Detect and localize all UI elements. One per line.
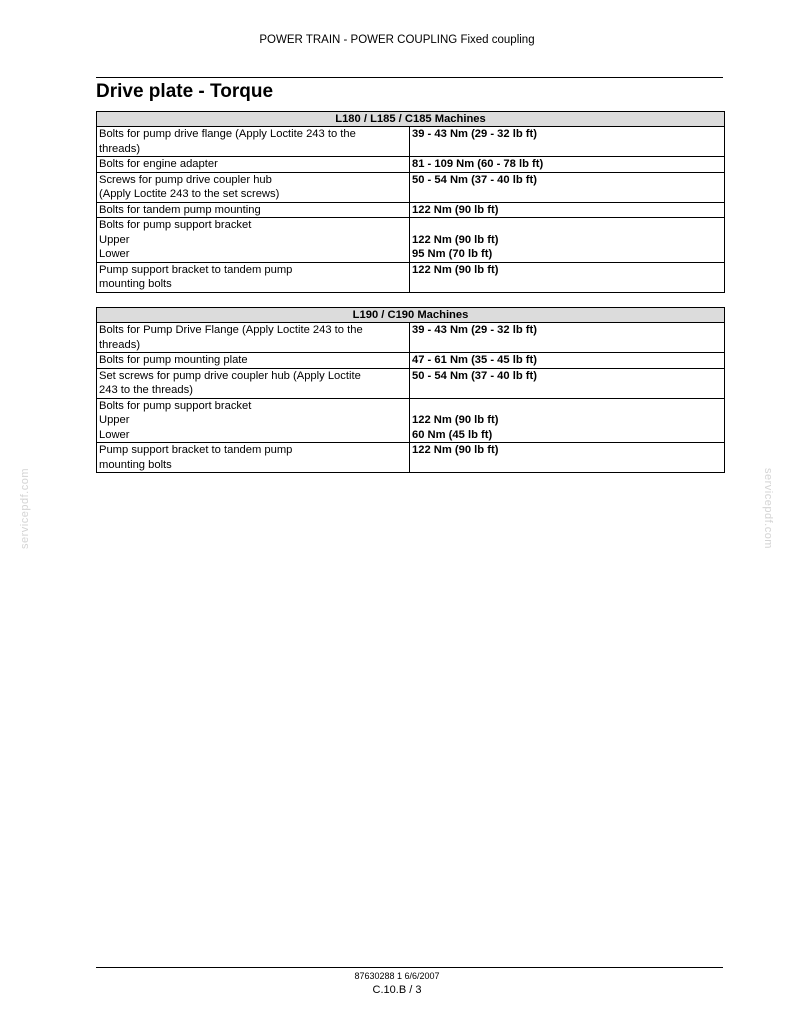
torque-table-l190-c190 [96,307,725,473]
component-text: threads) [99,142,141,155]
table-row [97,368,725,398]
component-text: 243 to the threads) [99,384,193,396]
component-text: Bolts for tandem pump mounting [99,203,261,216]
torque-value-cell [410,202,725,218]
table-row [97,172,725,202]
torque-value-cell [410,398,725,443]
watermark-right: servicepdf.com [762,468,774,549]
component-text: Lower [99,428,130,441]
component-cell [97,443,410,473]
table-row [97,353,725,369]
torque-value: 47 - 61 Nm (35 - 45 lb ft) [412,354,537,366]
table-heading: L180 / L185 / C185 Machines [97,112,725,127]
table-row [97,157,725,173]
component-cell [97,157,410,173]
header-rule [96,77,723,78]
table-row [97,218,725,263]
torque-value-cell [410,157,725,173]
torque-value: 122 Nm (90 lb ft) [412,444,499,456]
component-text: Bolts for Pump Drive Flange (Apply Loctite 243 to the [99,324,363,336]
component-text: Bolts for pump drive flange (Apply Loctite 243 to the [99,128,356,140]
component-text: Set screws for pump drive coupler hub (Apply Loctite [99,369,361,382]
torque-value-cell [410,353,725,369]
torque-value: 39 - 43 Nm (29 - 32 lb ft) [412,128,537,140]
component-cell [97,202,410,218]
table-row [97,323,725,353]
table-heading-row [97,308,725,323]
torque-value: 95 Nm (70 lb ft) [412,248,493,260]
table-row [97,127,725,157]
page-header: POWER TRAIN - POWER COUPLING Fixed coupling [259,34,535,46]
torque-value: 122 Nm (90 lb ft) [412,263,499,276]
torque-value: 50 - 54 Nm (37 - 40 lb ft) [412,369,537,382]
torque-value: 122 Nm (90 lb ft) [412,233,499,246]
torque-value-cell [410,368,725,398]
torque-value: 60 Nm (45 lb ft) [412,428,493,441]
table-heading: L190 / C190 Machines [97,308,725,323]
component-text: threads) [99,338,141,351]
component-text: mounting bolts [99,458,172,471]
torque-value: 50 - 54 Nm (37 - 40 lb ft) [412,173,537,186]
component-text: Pump support bracket to tandem pump [99,263,293,276]
torque-value: 39 - 43 Nm (29 - 32 lb ft) [412,324,537,336]
component-cell [97,262,410,292]
component-text: Bolts for pump mounting plate [99,354,248,366]
torque-value-cell [410,218,725,263]
component-text: Upper [99,414,130,426]
component-cell [97,353,410,369]
watermark-left: servicepdf.com [19,468,31,549]
table-row [97,202,725,218]
table-heading-row [97,112,725,127]
footer-reference: 87630288 1 6/6/2007 [354,971,440,981]
component-text: Screws for pump drive coupler hub [99,173,272,186]
footer-page-number: C.10.B / 3 [372,984,422,996]
torque-value: 122 Nm (90 lb ft) [412,414,499,426]
component-cell [97,323,410,353]
torque-value: 122 Nm (90 lb ft) [412,203,499,216]
torque-value-cell [410,262,725,292]
torque-value-cell [410,323,725,353]
component-cell [97,368,410,398]
blank-line [412,399,722,414]
component-text: (Apply Loctite 243 to the set screws) [99,188,280,200]
component-text: Bolts for pump support bracket [99,219,252,231]
component-text: Bolts for pump support bracket [99,399,252,412]
torque-value-cell [410,172,725,202]
torque-table-l180-l185-c185 [96,111,725,293]
component-cell [97,398,410,443]
component-text: Bolts for engine adapter [99,158,218,170]
component-text: Pump support bracket to tandem pump [99,444,293,456]
component-text: Upper [99,233,130,246]
component-cell [97,127,410,157]
page-title: Drive plate - Torque [96,81,274,102]
component-cell [97,218,410,263]
table-row [97,398,725,443]
torque-value: 81 - 109 Nm (60 - 78 lb ft) [412,158,544,170]
table-row [97,443,725,473]
component-cell [97,172,410,202]
component-text: mounting bolts [99,278,172,290]
blank-line [412,218,722,233]
torque-value-cell [410,443,725,473]
torque-value-cell [410,127,725,157]
component-text: Lower [99,248,130,260]
table-row [97,262,725,292]
footer-rule [96,967,723,968]
